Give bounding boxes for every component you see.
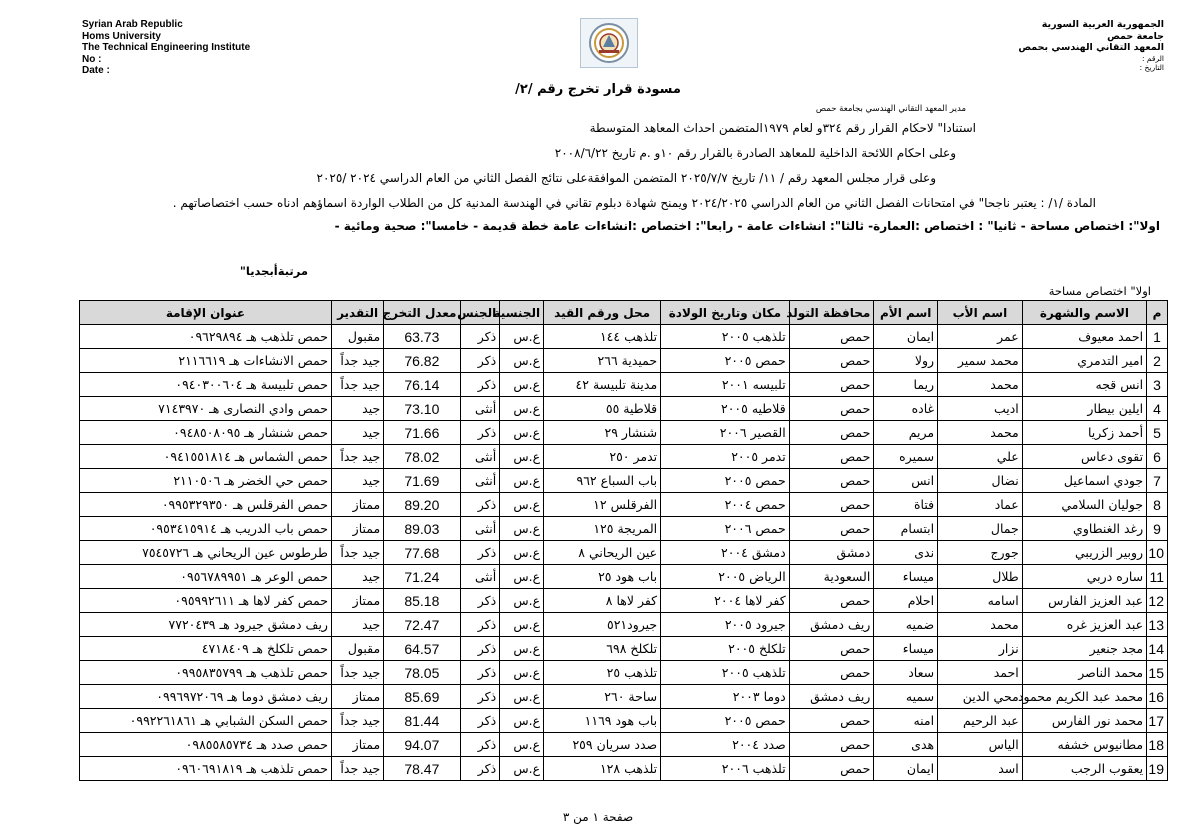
- document-title: مسودة قرار تخرج رقم /٢/: [515, 82, 681, 97]
- column-header-address: عنوان الإقامة: [80, 301, 332, 325]
- cell-nationality: ع.س: [500, 373, 544, 397]
- cell-father-name: عماد: [938, 493, 1023, 517]
- cell-nationality: ع.س: [500, 709, 544, 733]
- cell-nationality: ع.س: [500, 349, 544, 373]
- cell-registry: شنشار ٢٩: [544, 421, 661, 445]
- cell-mother-name: فتاة: [874, 493, 938, 517]
- cell-birth-governorate: حمص: [789, 349, 874, 373]
- cell-birth-governorate: ريف دمشق: [789, 613, 874, 637]
- cell-address: حمص صدد هـ ٠٩٨٥٥٨٥٧٣٤: [80, 733, 332, 757]
- table-row: [80, 469, 1168, 493]
- header-en-date: Date :: [82, 65, 110, 76]
- cell-birth-governorate: السعودية: [789, 565, 874, 589]
- cell-graduation-gpa: 71.69: [384, 469, 460, 493]
- cell-registry: ساحة ٢٦٠: [544, 685, 661, 709]
- cell-address: حمص باب الدريب هـ ٠٩٥٣٤١٥٩١٤: [80, 517, 332, 541]
- cell-nationality: ع.س: [500, 661, 544, 685]
- cell-nationality: ع.س: [500, 589, 544, 613]
- table-row: [80, 445, 1168, 469]
- cell-nationality: ع.س: [500, 397, 544, 421]
- table-row: [80, 493, 1168, 517]
- cell-registry: الفرقلس ١٢: [544, 493, 661, 517]
- cell-mother-name: امنه: [874, 709, 938, 733]
- cell-full-name: تقوى دعاس: [1022, 445, 1146, 469]
- cell-grade: ممتاز: [331, 733, 383, 757]
- cell-grade: جيد: [331, 613, 383, 637]
- cell-address: حمص شنشار هـ ٠٩٤٨٥٠٨٠٩٥: [80, 421, 332, 445]
- cell-serial: 10: [1147, 541, 1168, 565]
- table-row: [80, 637, 1168, 661]
- cell-serial: 12: [1147, 589, 1168, 613]
- cell-grade: جيد: [331, 565, 383, 589]
- cell-nationality: ع.س: [500, 637, 544, 661]
- cell-birth-governorate: حمص: [789, 373, 874, 397]
- cell-mother-name: ايمان: [874, 757, 938, 781]
- cell-registry: مدينة تلبيسة ٤٢: [544, 373, 661, 397]
- cell-address: حمص تلبيسة هـ ٠٩٤٠٣٠٠٦٠٤: [80, 373, 332, 397]
- cell-birth-governorate: حمص: [789, 733, 874, 757]
- table-row: [80, 325, 1168, 349]
- cell-gender: ذكر: [460, 325, 500, 349]
- column-header-graduation-gpa: معدل التخرج: [384, 301, 460, 325]
- table-row: [80, 517, 1168, 541]
- cell-birth-governorate: حمص: [789, 517, 874, 541]
- cell-address: حمص الانشاءات هـ ٢١١٦٦١٩: [80, 349, 332, 373]
- column-header-registry: محل ورقم القيد: [544, 301, 661, 325]
- header-ar-institute: المعهد التقاني الهندسي بحمص: [1018, 42, 1164, 53]
- table-row: [80, 397, 1168, 421]
- cell-registry: المريجة ١٢٥: [544, 517, 661, 541]
- cell-birth-place-date: حمص ٢٠٠٥: [661, 709, 790, 733]
- cell-registry: باب السباع ٩٦٢: [544, 469, 661, 493]
- header-ar-date: التاريخ :: [1139, 62, 1164, 72]
- cell-registry: تلذهب ١٤٤: [544, 325, 661, 349]
- cell-address: حمص كفر لاها هـ ٠٩٥٩٩٢٦١١: [80, 589, 332, 613]
- cell-birth-place-date: حمص ٢٠٠٥: [661, 469, 790, 493]
- cell-address: حمص السكن الشبابي هـ ٠٩٩٢٢٦١٨٦١: [80, 709, 332, 733]
- cell-birth-governorate: حمص: [789, 709, 874, 733]
- cell-father-name: احمد: [938, 661, 1023, 685]
- table-body: [80, 325, 1168, 781]
- cell-mother-name: ابتسام: [874, 517, 938, 541]
- cell-father-name: علي: [938, 445, 1023, 469]
- cell-birth-governorate: دمشق: [789, 541, 874, 565]
- cell-gender: ذكر: [460, 685, 500, 709]
- cell-gender: ذكر: [460, 373, 500, 397]
- table-row: [80, 541, 1168, 565]
- cell-full-name: عبد العزيز الفارس: [1022, 589, 1146, 613]
- cell-graduation-gpa: 77.68: [384, 541, 460, 565]
- cell-full-name: جودي اسماعيل: [1022, 469, 1146, 493]
- cell-mother-name: ايمان: [874, 325, 938, 349]
- cell-grade: جيد جداً: [331, 661, 383, 685]
- cell-nationality: ع.س: [500, 469, 544, 493]
- cell-graduation-gpa: 72.47: [384, 613, 460, 637]
- table-row: [80, 685, 1168, 709]
- cell-gender: ذكر: [460, 541, 500, 565]
- cell-registry: باب هود ١١٦٩: [544, 709, 661, 733]
- cell-gender: أنثى: [460, 397, 500, 421]
- cell-full-name: جوليان السلامي: [1022, 493, 1146, 517]
- cell-gender: ذكر: [460, 757, 500, 781]
- cell-serial: 9: [1147, 517, 1168, 541]
- cell-graduation-gpa: 78.02: [384, 445, 460, 469]
- column-header-gender: الجنس: [460, 301, 500, 325]
- cell-father-name: اسامه: [938, 589, 1023, 613]
- cell-full-name: ساره دربي: [1022, 565, 1146, 589]
- cell-gender: ذكر: [460, 637, 500, 661]
- cell-birth-place-date: حمص ٢٠٠٥: [661, 349, 790, 373]
- cell-registry: تلذهب ١٢٨: [544, 757, 661, 781]
- cell-father-name: اسد: [938, 757, 1023, 781]
- table-row: [80, 613, 1168, 637]
- cell-grade: ممتاز: [331, 685, 383, 709]
- cell-serial: 18: [1147, 733, 1168, 757]
- cell-gender: ذكر: [460, 349, 500, 373]
- cell-serial: 11: [1147, 565, 1168, 589]
- cell-serial: 3: [1147, 373, 1168, 397]
- cell-gender: أنثى: [460, 469, 500, 493]
- cell-birth-governorate: حمص: [789, 637, 874, 661]
- cell-birth-governorate: حمص: [789, 493, 874, 517]
- cell-grade: جيد جداً: [331, 541, 383, 565]
- cell-serial: 2: [1147, 349, 1168, 373]
- issuer-line: مدير المعهد التقاني الهندسي بجامعة حمص: [815, 104, 966, 114]
- cell-serial: 6: [1147, 445, 1168, 469]
- column-header-nationality: الجنسية: [500, 301, 544, 325]
- cell-serial: 5: [1147, 421, 1168, 445]
- cell-gender: أنثى: [460, 517, 500, 541]
- cell-nationality: ع.س: [500, 685, 544, 709]
- cell-gender: ذكر: [460, 709, 500, 733]
- cell-serial: 16: [1147, 685, 1168, 709]
- page-number: صفحة ١ من ٣: [562, 810, 634, 824]
- cell-mother-name: انس: [874, 469, 938, 493]
- cell-gender: أنثى: [460, 445, 500, 469]
- cell-address: حمص وادي النصارى هـ ٧١٤٣٩٧٠: [80, 397, 332, 421]
- cell-graduation-gpa: 71.66: [384, 421, 460, 445]
- cell-birth-governorate: حمص: [789, 325, 874, 349]
- cell-registry: قلاطية ٥٥: [544, 397, 661, 421]
- cell-gender: ذكر: [460, 421, 500, 445]
- cell-address: ريف دمشق دوما هـ ٠٩٩٦٩٧٢٠٦٩: [80, 685, 332, 709]
- cell-full-name: محمد عبد الكريم محمود: [1022, 685, 1146, 709]
- cell-birth-governorate: حمص: [789, 757, 874, 781]
- cell-birth-place-date: تلكلخ ٢٠٠٥: [661, 637, 790, 661]
- cell-nationality: ع.س: [500, 613, 544, 637]
- cell-birth-place-date: قلاطيه ٢٠٠٥: [661, 397, 790, 421]
- cell-father-name: عمر: [938, 325, 1023, 349]
- cell-birth-place-date: تلذهب ٢٠٠٥: [661, 661, 790, 685]
- cell-grade: مقبول: [331, 637, 383, 661]
- cell-full-name: رغد الغنطاوي: [1022, 517, 1146, 541]
- cell-gender: ذكر: [460, 661, 500, 685]
- cell-nationality: ع.س: [500, 493, 544, 517]
- cell-father-name: محمد: [938, 421, 1023, 445]
- header-arabic: [1018, 19, 1164, 72]
- cell-father-name: محمد سمير: [938, 349, 1023, 373]
- cell-gender: ذكر: [460, 733, 500, 757]
- column-header-serial: م: [1147, 301, 1168, 325]
- cell-serial: 17: [1147, 709, 1168, 733]
- cell-father-name: محمد: [938, 373, 1023, 397]
- cell-birth-place-date: تدمر ٢٠٠٥: [661, 445, 790, 469]
- cell-graduation-gpa: 78.47: [384, 757, 460, 781]
- cell-full-name: محمد الناصر: [1022, 661, 1146, 685]
- cell-serial: 7: [1147, 469, 1168, 493]
- header-english: [82, 19, 250, 77]
- table-row: [80, 661, 1168, 685]
- cell-birth-place-date: القصير ٢٠٠٦: [661, 421, 790, 445]
- cell-address: حمص تلكلخ هـ ٤٧١٨٤٠٩: [80, 637, 332, 661]
- paragraph-2: وعلى احكام اللائحة الداخلية للمعاهد الصادرة بالقرار رقم ١٠و .م تاريخ ٢٠٠٨/٦/٢٢: [554, 146, 956, 160]
- column-header-father-name: اسم الأب: [938, 301, 1023, 325]
- table-row: [80, 565, 1168, 589]
- cell-birth-place-date: الرياض ٢٠٠٥: [661, 565, 790, 589]
- cell-grade: جيد جداً: [331, 373, 383, 397]
- cell-registry: تدمر ٢٥٠: [544, 445, 661, 469]
- cell-nationality: ع.س: [500, 565, 544, 589]
- cell-gender: ذكر: [460, 613, 500, 637]
- cell-registry: تلكلخ ٦٩٨: [544, 637, 661, 661]
- column-header-full-name: الاسم والشهرة: [1022, 301, 1146, 325]
- cell-serial: 15: [1147, 661, 1168, 685]
- cell-address: ريف دمشق جيرود هـ ٧٧٢٠٤٣٩: [80, 613, 332, 637]
- cell-address: حمص تلذهب هـ ٠٩٦٠٦٩١٨١٩: [80, 757, 332, 781]
- cell-father-name: جورج: [938, 541, 1023, 565]
- cell-mother-name: ميساء: [874, 565, 938, 589]
- cell-full-name: احمد معيوف: [1022, 325, 1146, 349]
- cell-grade: جيد: [331, 397, 383, 421]
- header-en-university: Homs University: [82, 30, 161, 42]
- cell-mother-name: رولا: [874, 349, 938, 373]
- cell-birth-place-date: تلبيسه ٢٠٠١: [661, 373, 790, 397]
- cell-birth-place-date: تلذهب ٢٠٠٥: [661, 325, 790, 349]
- header-ar-country: الجمهورية العربية السورية: [1041, 19, 1164, 30]
- cell-grade: ممتاز: [331, 589, 383, 613]
- cell-mother-name: ميساء: [874, 637, 938, 661]
- cell-serial: 19: [1147, 757, 1168, 781]
- table-row: [80, 349, 1168, 373]
- header-ar-number: الرقم :: [1142, 53, 1164, 63]
- cell-nationality: ع.س: [500, 445, 544, 469]
- table-row: [80, 373, 1168, 397]
- cell-full-name: انس قجه: [1022, 373, 1146, 397]
- cell-registry: عين الريحاني ٨: [544, 541, 661, 565]
- table-row: [80, 589, 1168, 613]
- cell-serial: 13: [1147, 613, 1168, 637]
- cell-full-name: مجد جنعير: [1022, 637, 1146, 661]
- cell-address: حمص تلذهب هـ ٠٩٦٢٩٨٩٤: [80, 325, 332, 349]
- cell-nationality: ع.س: [500, 541, 544, 565]
- cell-birth-governorate: حمص: [789, 661, 874, 685]
- cell-address: حمص حي الخضر هـ ٢١١٠٥٠٦: [80, 469, 332, 493]
- table-row: [80, 733, 1168, 757]
- cell-father-name: نزار: [938, 637, 1023, 661]
- cell-serial: 14: [1147, 637, 1168, 661]
- cell-address: حمص الفرقلس هـ ٠٩٩٥٣٢٩٣٥٠: [80, 493, 332, 517]
- cell-nationality: ع.س: [500, 421, 544, 445]
- cell-graduation-gpa: 73.10: [384, 397, 460, 421]
- cell-mother-name: سميه: [874, 685, 938, 709]
- graduates-table: [79, 300, 1168, 781]
- cell-mother-name: ضميه: [874, 613, 938, 637]
- table-row: [80, 757, 1168, 781]
- cell-birth-governorate: ريف دمشق: [789, 685, 874, 709]
- cell-birth-place-date: صدد ٢٠٠٤: [661, 733, 790, 757]
- cell-serial: 4: [1147, 397, 1168, 421]
- cell-birth-place-date: كفر لاها ٢٠٠٤: [661, 589, 790, 613]
- table-header-row: [80, 301, 1168, 325]
- cell-birth-place-date: دمشق ٢٠٠٤: [661, 541, 790, 565]
- paragraph-3: وعلى قرار مجلس المعهد رقم / ١١/ تاريخ ٢٠٢٥/٧/٧ المتضمن الموافقةعلى نتائج الفصل الثاني من العام الدراسي ٢٠٢٤ /٢٠٢٥: [316, 171, 936, 185]
- cell-father-name: الياس: [938, 733, 1023, 757]
- cell-birth-governorate: حمص: [789, 469, 874, 493]
- cell-graduation-gpa: 76.82: [384, 349, 460, 373]
- cell-father-name: نضال: [938, 469, 1023, 493]
- cell-full-name: محمد نور الفارس: [1022, 709, 1146, 733]
- article-1: المادة /١/ : يعتبر ناجحا" في امتحانات الفصل الثاني من العام الدراسي ٢٠٢٤/٢٠٢٥ ويمنح شهادة دبلوم تقاني في الهندسة المدنية كل من الطلاب الواردة اسماؤهم ادناه حسب اختصاصاتهم .: [172, 196, 1096, 210]
- table-row: [80, 709, 1168, 733]
- cell-registry: صدد سريان ٢٥٩: [544, 733, 661, 757]
- cell-grade: جيد جداً: [331, 349, 383, 373]
- cell-grade: جيد جداً: [331, 757, 383, 781]
- cell-birth-governorate: حمص: [789, 397, 874, 421]
- cell-full-name: امير التدمري: [1022, 349, 1146, 373]
- specialization-heading: اولا" اختصاص مساحة: [1048, 284, 1151, 298]
- cell-graduation-gpa: 85.69: [384, 685, 460, 709]
- cell-nationality: ع.س: [500, 733, 544, 757]
- cell-birth-governorate: حمص: [789, 421, 874, 445]
- cell-grade: جيد: [331, 469, 383, 493]
- cell-registry: كفر لاها ٨: [544, 589, 661, 613]
- cell-address: حمص الشماس هـ ٠٩٤١٥٥١٨١٤: [80, 445, 332, 469]
- cell-graduation-gpa: 76.14: [384, 373, 460, 397]
- column-header-birth-place-date: مكان وتاريخ الولادة: [661, 301, 790, 325]
- cell-nationality: ع.س: [500, 757, 544, 781]
- cell-graduation-gpa: 63.73: [384, 325, 460, 349]
- cell-birth-place-date: حمص ٢٠٠٦: [661, 517, 790, 541]
- cell-serial: 1: [1147, 325, 1168, 349]
- cell-graduation-gpa: 71.24: [384, 565, 460, 589]
- paragraph-1: استنادا" لاحكام القرار رقم ٣٢٤و لعام ١٩٧٩المتضمن احداث المعاهد المتوسطة: [589, 121, 976, 135]
- cell-address: طرطوس عين الريحاني هـ ٧٥٤٥٧٢٦: [80, 541, 332, 565]
- header-ar-university: جامعة حمص: [1107, 30, 1164, 42]
- cell-father-name: اديب: [938, 397, 1023, 421]
- cell-mother-name: احلام: [874, 589, 938, 613]
- cell-full-name: يعقوب الرجب: [1022, 757, 1146, 781]
- specializations-list: اولا": اختصاص مساحة - ثانيا" : اختصاص :العمارة- ثالثا": انشاءات عامة - رابعا": اختصاص :انشاءات عامة خطة قديمة - خامسا": صحية ومائية -: [334, 219, 1160, 233]
- cell-birth-place-date: تلذهب ٢٠٠٦: [661, 757, 790, 781]
- cell-nationality: ع.س: [500, 517, 544, 541]
- cell-birth-governorate: حمص: [789, 589, 874, 613]
- cell-gender: أنثى: [460, 565, 500, 589]
- cell-graduation-gpa: 64.57: [384, 637, 460, 661]
- cell-graduation-gpa: 81.44: [384, 709, 460, 733]
- cell-birth-place-date: دوما ٢٠٠٣: [661, 685, 790, 709]
- cell-full-name: ايلين بيطار: [1022, 397, 1146, 421]
- header-en-institute: The Technical Engineering Institute: [82, 42, 251, 53]
- cell-mother-name: هدى: [874, 733, 938, 757]
- column-header-grade: التقدير: [331, 301, 383, 325]
- column-header-mother-name: اسم الأم: [874, 301, 938, 325]
- cell-father-name: محمد: [938, 613, 1023, 637]
- cell-grade: ممتاز: [331, 493, 383, 517]
- cell-birth-place-date: حمص ٢٠٠٤: [661, 493, 790, 517]
- cell-grade: جيد: [331, 421, 383, 445]
- cell-nationality: ع.س: [500, 325, 544, 349]
- cell-grade: جيد جداً: [331, 445, 383, 469]
- header-en-number: No :: [82, 53, 102, 65]
- cell-birth-governorate: حمص: [789, 445, 874, 469]
- cell-grade: جيد جداً: [331, 709, 383, 733]
- cell-father-name: جمال: [938, 517, 1023, 541]
- cell-graduation-gpa: 85.18: [384, 589, 460, 613]
- cell-mother-name: ريما: [874, 373, 938, 397]
- cell-address: حمص تلذهب هـ ٠٩٩٥٨٣٥٧٩٩: [80, 661, 332, 685]
- cell-full-name: روبير الزريبي: [1022, 541, 1146, 565]
- cell-graduation-gpa: 78.05: [384, 661, 460, 685]
- cell-registry: حميدية ٢٦٦: [544, 349, 661, 373]
- cell-registry: تلذهب ٢٥: [544, 661, 661, 685]
- cell-graduation-gpa: 94.07: [384, 733, 460, 757]
- cell-serial: 8: [1147, 493, 1168, 517]
- cell-birth-place-date: جيرود ٢٠٠٥: [661, 613, 790, 637]
- table-row: [80, 421, 1168, 445]
- cell-mother-name: سميره: [874, 445, 938, 469]
- cell-gender: ذكر: [460, 589, 500, 613]
- institute-logo: [580, 18, 638, 68]
- cell-mother-name: غاده: [874, 397, 938, 421]
- cell-mother-name: سعاد: [874, 661, 938, 685]
- cell-full-name: عبد العزيز غره: [1022, 613, 1146, 637]
- cell-father-name: محي الدين: [938, 685, 1023, 709]
- cell-mother-name: ندى: [874, 541, 938, 565]
- cell-registry: باب هود ٢٥: [544, 565, 661, 589]
- column-header-birth-governorate: محافظة التولد: [789, 301, 874, 325]
- cell-graduation-gpa: 89.03: [384, 517, 460, 541]
- cell-registry: جيرود٥٢١: [544, 613, 661, 637]
- cell-father-name: عبد الرحيم: [938, 709, 1023, 733]
- cell-grade: مقبول: [331, 325, 383, 349]
- cell-mother-name: مريم: [874, 421, 938, 445]
- cell-address: حمص الوعر هـ ٠٩٥٦٧٨٩٩٥١: [80, 565, 332, 589]
- ranking-note: مرتبةأبجديا": [239, 264, 308, 278]
- cell-full-name: مطانيوس خشفه: [1022, 733, 1146, 757]
- header-en-country: Syrian Arab Republic: [82, 19, 183, 30]
- cell-graduation-gpa: 89.20: [384, 493, 460, 517]
- cell-father-name: طلال: [938, 565, 1023, 589]
- cell-grade: ممتاز: [331, 517, 383, 541]
- cell-gender: ذكر: [460, 493, 500, 517]
- cell-full-name: أحمد زكريا: [1022, 421, 1146, 445]
